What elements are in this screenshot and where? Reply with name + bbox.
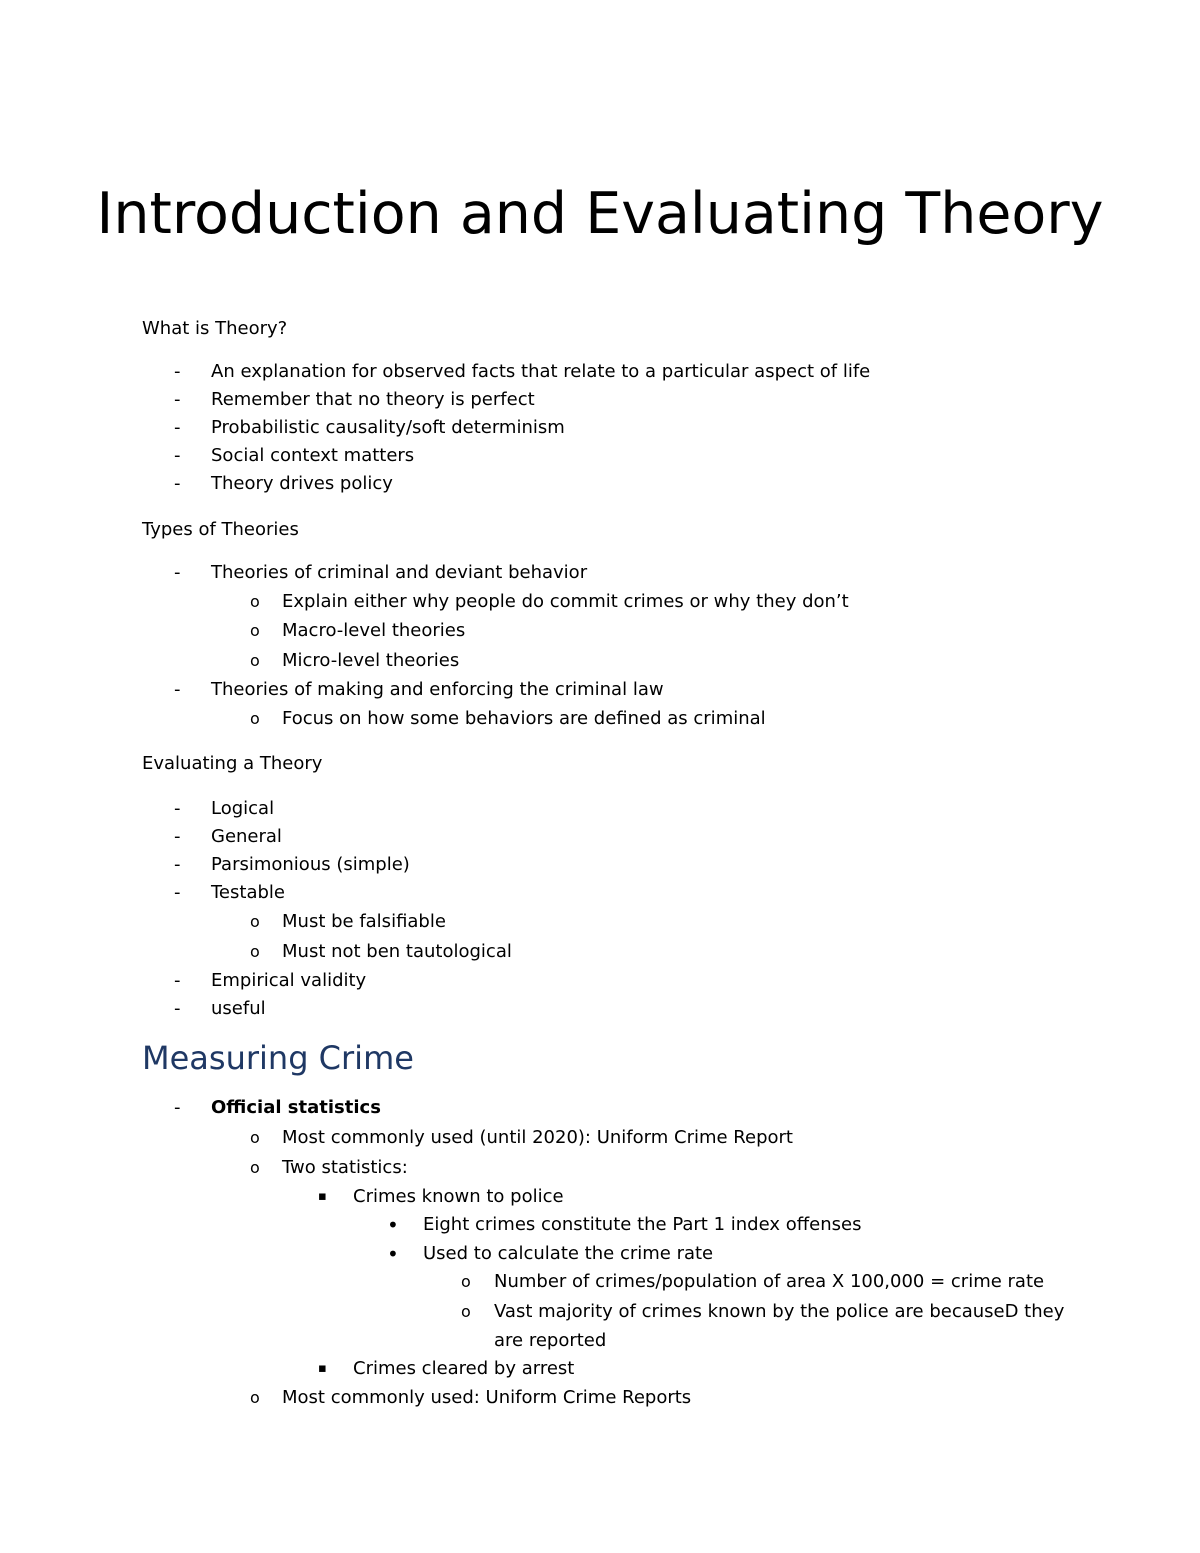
- list-item-text: [282, 1384, 691, 1412]
- circle-marker: o: [250, 1388, 260, 1407]
- list-item-text: Macro-level theories: [282, 620, 466, 641]
- dash-marker: -: [174, 1097, 181, 1118]
- heading-types-of-theories: Types of Theories: [142, 519, 299, 540]
- dash-marker: -: [174, 854, 181, 875]
- circle-marker: o: [250, 912, 260, 931]
- heading-evaluating-a-theory: Evaluating a Theory: [142, 753, 323, 774]
- circle-marker: o: [250, 1158, 260, 1177]
- circle-marker: o: [250, 942, 260, 961]
- list-item-text: Used to calculate the crime rate: [423, 1243, 714, 1264]
- list-item-text: Empirical validity: [211, 970, 367, 991]
- dash-marker: -: [174, 882, 181, 903]
- list-item-text: Crimes cleared by arrest: [353, 1358, 575, 1379]
- list-item-text: are reported: [494, 1330, 607, 1351]
- circle-marker: o: [250, 621, 260, 640]
- text-rest: Uniform Crime Report: [591, 1127, 793, 1148]
- heading-what-is-theory: What is Theory?: [142, 318, 288, 339]
- list-item-text: Vast majority of crimes known by the police are becauseD they: [494, 1301, 1065, 1322]
- list-item-text: Theory drives policy: [211, 473, 393, 494]
- text-prefix: Most commonly used (until 2020):: [282, 1127, 591, 1148]
- dash-marker: -: [174, 998, 181, 1019]
- dash-marker: -: [174, 798, 181, 819]
- list-item-text: Micro-level theories: [282, 650, 460, 671]
- circle-marker: o: [250, 592, 260, 611]
- list-item-text: Focus on how some behaviors are defined as criminal: [282, 708, 766, 729]
- list-item-text: Official statistics: [211, 1097, 381, 1118]
- bullet-marker: •: [387, 1213, 399, 1237]
- circle-marker: o: [461, 1302, 471, 1321]
- text-prefix: Most commonly used:: [282, 1387, 480, 1408]
- list-item-text: Two statistics:: [282, 1157, 408, 1178]
- list-item-text: An explanation for observed facts that relate to a particular aspect of life: [211, 361, 871, 382]
- list-item-text: Remember that no theory is perfect: [211, 389, 535, 410]
- dash-marker: -: [174, 679, 181, 700]
- list-item-text: Must be falsifiable: [282, 911, 446, 932]
- list-item-text: Crimes known to police: [353, 1186, 564, 1207]
- list-item-text: Parsimonious (simple): [211, 854, 410, 875]
- text-rest: Uniform Crime Reports: [479, 1387, 692, 1408]
- square-marker: ▪: [318, 1189, 327, 1204]
- list-item-text: useful: [211, 998, 266, 1019]
- dash-marker: -: [174, 361, 181, 382]
- dash-marker: -: [174, 473, 181, 494]
- list-item-text: [282, 1124, 793, 1152]
- list-item-text: Number of crimes/population of area X 100,000 = crime rate: [494, 1271, 1045, 1292]
- list-item-text: Social context matters: [211, 445, 415, 466]
- list-item-text: Explain either why people do commit crimes or why they don’t: [282, 591, 849, 612]
- dash-marker: -: [174, 417, 181, 438]
- dash-marker: -: [174, 445, 181, 466]
- square-marker: ▪: [318, 1361, 327, 1376]
- section-title-measuring-crime: Measuring Crime: [142, 1039, 414, 1077]
- dash-marker: -: [174, 562, 181, 583]
- list-item-text: Must not ben tautological: [282, 941, 512, 962]
- dash-marker: -: [174, 389, 181, 410]
- bullet-marker: •: [387, 1242, 399, 1266]
- circle-marker: o: [250, 1128, 260, 1147]
- circle-marker: o: [250, 651, 260, 670]
- dash-marker: -: [174, 826, 181, 847]
- list-item-text: Testable: [211, 882, 285, 903]
- dash-marker: -: [174, 970, 181, 991]
- page-title: Introduction and Evaluating Theory: [96, 181, 1104, 247]
- list-item-text: Eight crimes constitute the Part 1 index offenses: [423, 1214, 862, 1235]
- list-item-text: General: [211, 826, 282, 847]
- list-item-text: Probabilistic causality/soft determinism: [211, 417, 565, 438]
- list-item-text: Theories of criminal and deviant behavior: [211, 562, 588, 583]
- list-item-text: Logical: [211, 798, 275, 819]
- circle-marker: o: [461, 1272, 471, 1291]
- circle-marker: o: [250, 709, 260, 728]
- list-item-text: Theories of making and enforcing the criminal law: [211, 679, 664, 700]
